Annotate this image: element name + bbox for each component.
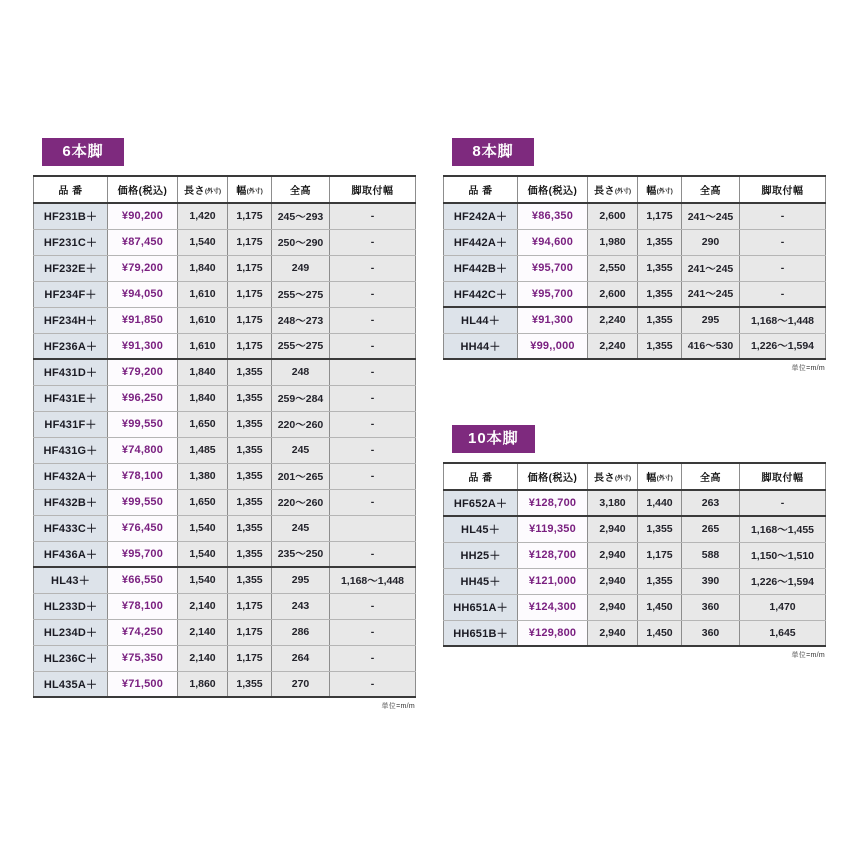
column-header-leg-width: 脚取付幅 bbox=[740, 463, 826, 490]
cell-code: HF242A＋ bbox=[444, 203, 518, 229]
cell-length: 2,240 bbox=[588, 333, 638, 359]
cell-leg-width: - bbox=[330, 307, 416, 333]
cell-code: HF432B＋ bbox=[34, 489, 108, 515]
cell-leg-width: 1,150〜1,510 bbox=[740, 542, 826, 568]
column-header-width bbox=[638, 176, 682, 203]
table-row bbox=[34, 515, 416, 541]
cell-length: 2,940 bbox=[588, 594, 638, 620]
cell-length: 2,940 bbox=[588, 542, 638, 568]
table-row bbox=[34, 489, 416, 515]
table-header-8-legs bbox=[444, 176, 826, 203]
table-row bbox=[444, 568, 826, 594]
cell-length: 2,140 bbox=[178, 619, 228, 645]
table-row bbox=[444, 594, 826, 620]
cell-price: ¥128,700 bbox=[518, 490, 588, 516]
table-row bbox=[444, 333, 826, 359]
cell-code: HH651B＋ bbox=[444, 620, 518, 646]
cell-length: 1,650 bbox=[178, 411, 228, 437]
table-body-10-legs bbox=[444, 490, 826, 646]
cell-leg-width: 1,470 bbox=[740, 594, 826, 620]
table-row bbox=[34, 593, 416, 619]
cell-width: 1,355 bbox=[638, 229, 682, 255]
cell-code: HF231C＋ bbox=[34, 229, 108, 255]
column-header-length bbox=[178, 176, 228, 203]
cell-length: 1,650 bbox=[178, 489, 228, 515]
spec-table-block-10-legs bbox=[443, 425, 825, 660]
cell-height: 286 bbox=[272, 619, 330, 645]
cell-code: HH25＋ bbox=[444, 542, 518, 568]
column-header-length bbox=[588, 176, 638, 203]
cell-length: 1,840 bbox=[178, 385, 228, 411]
cell-height: 255〜275 bbox=[272, 333, 330, 359]
table-row bbox=[444, 542, 826, 568]
table-row bbox=[444, 255, 826, 281]
column-header-length-sub: (外寸) bbox=[205, 189, 221, 195]
cell-width: 1,450 bbox=[638, 594, 682, 620]
cell-leg-width: - bbox=[330, 463, 416, 489]
cell-height: 270 bbox=[272, 671, 330, 697]
cell-length: 2,240 bbox=[588, 307, 638, 333]
cell-code: HF234F＋ bbox=[34, 281, 108, 307]
cell-price: ¥129,800 bbox=[518, 620, 588, 646]
cell-leg-width: - bbox=[330, 489, 416, 515]
cell-code: HF236A＋ bbox=[34, 333, 108, 359]
header-row bbox=[34, 176, 416, 203]
cell-leg-width: - bbox=[330, 333, 416, 359]
cell-leg-width: - bbox=[740, 229, 826, 255]
cell-length: 2,140 bbox=[178, 645, 228, 671]
table-row bbox=[34, 671, 416, 697]
column-header-price: 価格(税込) bbox=[518, 176, 588, 203]
cell-leg-width: - bbox=[330, 541, 416, 567]
table-row bbox=[444, 490, 826, 516]
cell-height: 255〜275 bbox=[272, 281, 330, 307]
table-header-6-legs bbox=[34, 176, 416, 203]
cell-length: 1,485 bbox=[178, 437, 228, 463]
cell-price: ¥91,300 bbox=[108, 333, 178, 359]
table-header-10-legs bbox=[444, 463, 826, 490]
cell-leg-width: 1,645 bbox=[740, 620, 826, 646]
cell-height: 201〜265 bbox=[272, 463, 330, 489]
cell-length: 2,550 bbox=[588, 255, 638, 281]
cell-code: HF231B＋ bbox=[34, 203, 108, 229]
table-row bbox=[34, 229, 416, 255]
table-row bbox=[444, 229, 826, 255]
cell-code: HL45＋ bbox=[444, 516, 518, 542]
cell-length: 2,940 bbox=[588, 568, 638, 594]
cell-price: ¥95,700 bbox=[518, 281, 588, 307]
cell-price: ¥94,050 bbox=[108, 281, 178, 307]
cell-leg-width: - bbox=[330, 359, 416, 385]
cell-price: ¥95,700 bbox=[518, 255, 588, 281]
cell-code: HF436A＋ bbox=[34, 541, 108, 567]
table-row bbox=[34, 385, 416, 411]
cell-height: 263 bbox=[682, 490, 740, 516]
column-header-length-sub: (外寸) bbox=[615, 189, 631, 195]
cell-height: 588 bbox=[682, 542, 740, 568]
cell-length: 1,840 bbox=[178, 359, 228, 385]
cell-height: 360 bbox=[682, 594, 740, 620]
cell-price: ¥99,550 bbox=[108, 489, 178, 515]
table-row bbox=[444, 516, 826, 542]
cell-price: ¥86,350 bbox=[518, 203, 588, 229]
column-header-width-sub: (外寸) bbox=[656, 476, 673, 482]
column-header-length-main: 長さ bbox=[594, 186, 615, 197]
cell-width: 1,355 bbox=[228, 489, 272, 515]
cell-leg-width: - bbox=[740, 490, 826, 516]
column-header-width-main: 幅 bbox=[646, 473, 657, 484]
cell-code: HF432A＋ bbox=[34, 463, 108, 489]
cell-height: 390 bbox=[682, 568, 740, 594]
cell-length: 2,140 bbox=[178, 593, 228, 619]
cell-width: 1,175 bbox=[228, 645, 272, 671]
cell-code: HF442A＋ bbox=[444, 229, 518, 255]
spec-table-block-8-legs bbox=[443, 138, 825, 373]
column-header-length bbox=[588, 463, 638, 490]
cell-width: 1,175 bbox=[228, 307, 272, 333]
cell-height: 235〜250 bbox=[272, 541, 330, 567]
cell-length: 1,610 bbox=[178, 333, 228, 359]
cell-width: 1,175 bbox=[228, 229, 272, 255]
cell-length: 1,540 bbox=[178, 567, 228, 593]
cell-width: 1,175 bbox=[228, 619, 272, 645]
cell-price: ¥128,700 bbox=[518, 542, 588, 568]
cell-code: HH44＋ bbox=[444, 333, 518, 359]
cell-leg-width: - bbox=[330, 385, 416, 411]
cell-price: ¥74,800 bbox=[108, 437, 178, 463]
column-header-code: 品 番 bbox=[444, 176, 518, 203]
cell-code: HL43＋ bbox=[34, 567, 108, 593]
cell-price: ¥96,250 bbox=[108, 385, 178, 411]
cell-code: HF234H＋ bbox=[34, 307, 108, 333]
table-row bbox=[444, 281, 826, 307]
cell-width: 1,175 bbox=[228, 255, 272, 281]
cell-height: 249 bbox=[272, 255, 330, 281]
section-badge-8-legs: 8本脚 bbox=[452, 138, 534, 166]
cell-width: 1,175 bbox=[228, 203, 272, 229]
column-header-height: 全高 bbox=[682, 176, 740, 203]
cell-length: 2,940 bbox=[588, 516, 638, 542]
table-row bbox=[34, 645, 416, 671]
table-row bbox=[34, 281, 416, 307]
cell-width: 1,175 bbox=[228, 333, 272, 359]
spec-table-10-legs bbox=[443, 462, 826, 647]
spec-table-block-6-legs bbox=[33, 138, 415, 711]
cell-code: HL236C＋ bbox=[34, 645, 108, 671]
cell-code: HF431F＋ bbox=[34, 411, 108, 437]
cell-code: HF442C＋ bbox=[444, 281, 518, 307]
header-row bbox=[444, 463, 826, 490]
cell-price: ¥124,300 bbox=[518, 594, 588, 620]
cell-width: 1,175 bbox=[638, 542, 682, 568]
column-header-width bbox=[228, 176, 272, 203]
table-row bbox=[34, 255, 416, 281]
cell-price: ¥78,100 bbox=[108, 593, 178, 619]
cell-length: 3,180 bbox=[588, 490, 638, 516]
cell-price: ¥74,250 bbox=[108, 619, 178, 645]
footnote-10-legs: 単位=m/m bbox=[791, 652, 825, 659]
cell-width: 1,355 bbox=[638, 568, 682, 594]
column-header-length-sub: (外寸) bbox=[615, 476, 631, 482]
column-header-code: 品 番 bbox=[34, 176, 108, 203]
column-header-height: 全高 bbox=[272, 176, 330, 203]
cell-length: 1,610 bbox=[178, 307, 228, 333]
table-row bbox=[34, 463, 416, 489]
cell-price: ¥119,350 bbox=[518, 516, 588, 542]
cell-price: ¥90,200 bbox=[108, 203, 178, 229]
table-row bbox=[444, 203, 826, 229]
cell-height: 360 bbox=[682, 620, 740, 646]
cell-price: ¥76,450 bbox=[108, 515, 178, 541]
table-row bbox=[34, 203, 416, 229]
cell-width: 1,355 bbox=[228, 541, 272, 567]
cell-width: 1,355 bbox=[228, 437, 272, 463]
cell-price: ¥94,600 bbox=[518, 229, 588, 255]
column-header-width-sub: (外寸) bbox=[656, 189, 673, 195]
cell-leg-width: - bbox=[330, 203, 416, 229]
table-row bbox=[34, 307, 416, 333]
spec-table-6-legs bbox=[33, 175, 416, 698]
cell-width: 1,175 bbox=[638, 203, 682, 229]
cell-leg-width: 1,168〜1,448 bbox=[740, 307, 826, 333]
cell-leg-width: - bbox=[330, 255, 416, 281]
cell-width: 1,355 bbox=[228, 411, 272, 437]
column-header-length-main: 長さ bbox=[594, 473, 615, 484]
cell-length: 2,600 bbox=[588, 203, 638, 229]
cell-code: HL234D＋ bbox=[34, 619, 108, 645]
cell-code: HH651A＋ bbox=[444, 594, 518, 620]
cell-height: 248〜273 bbox=[272, 307, 330, 333]
cell-code: HF431D＋ bbox=[34, 359, 108, 385]
cell-height: 245〜293 bbox=[272, 203, 330, 229]
table-row bbox=[34, 359, 416, 385]
column-header-width-sub: (外寸) bbox=[246, 189, 263, 195]
cell-width: 1,175 bbox=[228, 593, 272, 619]
column-header-height: 全高 bbox=[682, 463, 740, 490]
cell-code: HL435A＋ bbox=[34, 671, 108, 697]
cell-leg-width: - bbox=[330, 645, 416, 671]
table-row bbox=[34, 411, 416, 437]
cell-code: HL233D＋ bbox=[34, 593, 108, 619]
cell-length: 1,380 bbox=[178, 463, 228, 489]
cell-height: 416〜530 bbox=[682, 333, 740, 359]
cell-length: 2,940 bbox=[588, 620, 638, 646]
column-header-leg-width: 脚取付幅 bbox=[740, 176, 826, 203]
cell-height: 248 bbox=[272, 359, 330, 385]
cell-price: ¥71,500 bbox=[108, 671, 178, 697]
cell-price: ¥79,200 bbox=[108, 255, 178, 281]
cell-height: 250〜290 bbox=[272, 229, 330, 255]
cell-price: ¥99,,000 bbox=[518, 333, 588, 359]
cell-leg-width: - bbox=[330, 437, 416, 463]
table-row bbox=[34, 567, 416, 593]
cell-price: ¥99,550 bbox=[108, 411, 178, 437]
section-badge-6-legs: 6本脚 bbox=[42, 138, 124, 166]
cell-length: 1,860 bbox=[178, 671, 228, 697]
cell-length: 1,840 bbox=[178, 255, 228, 281]
cell-height: 241〜245 bbox=[682, 255, 740, 281]
cell-code: HH45＋ bbox=[444, 568, 518, 594]
cell-leg-width: 1,226〜1,594 bbox=[740, 333, 826, 359]
cell-price: ¥75,350 bbox=[108, 645, 178, 671]
cell-leg-width: - bbox=[740, 203, 826, 229]
cell-code: HF232E＋ bbox=[34, 255, 108, 281]
cell-leg-width: - bbox=[330, 671, 416, 697]
cell-price: ¥121,000 bbox=[518, 568, 588, 594]
table-body-6-legs bbox=[34, 203, 416, 697]
cell-width: 1,355 bbox=[638, 255, 682, 281]
cell-height: 259〜284 bbox=[272, 385, 330, 411]
cell-code: HF652A＋ bbox=[444, 490, 518, 516]
cell-code: HL44＋ bbox=[444, 307, 518, 333]
cell-height: 265 bbox=[682, 516, 740, 542]
cell-leg-width: - bbox=[330, 281, 416, 307]
table-row bbox=[34, 437, 416, 463]
cell-length: 1,540 bbox=[178, 541, 228, 567]
header-row bbox=[444, 176, 826, 203]
cell-height: 295 bbox=[682, 307, 740, 333]
table-row bbox=[34, 619, 416, 645]
table-row bbox=[34, 333, 416, 359]
cell-leg-width: - bbox=[740, 255, 826, 281]
cell-width: 1,355 bbox=[638, 307, 682, 333]
cell-width: 1,355 bbox=[228, 567, 272, 593]
cell-width: 1,355 bbox=[638, 516, 682, 542]
cell-length: 1,610 bbox=[178, 281, 228, 307]
column-header-width-main: 幅 bbox=[236, 186, 247, 197]
cell-height: 295 bbox=[272, 567, 330, 593]
cell-leg-width: 1,226〜1,594 bbox=[740, 568, 826, 594]
table-row bbox=[444, 307, 826, 333]
table-row bbox=[34, 541, 416, 567]
cell-length: 1,420 bbox=[178, 203, 228, 229]
cell-length: 1,540 bbox=[178, 229, 228, 255]
cell-leg-width: - bbox=[740, 281, 826, 307]
column-header-price: 価格(税込) bbox=[108, 176, 178, 203]
column-header-width bbox=[638, 463, 682, 490]
cell-height: 245 bbox=[272, 437, 330, 463]
cell-height: 241〜245 bbox=[682, 281, 740, 307]
spec-table-8-legs bbox=[443, 175, 826, 360]
cell-height: 243 bbox=[272, 593, 330, 619]
column-header-price: 価格(税込) bbox=[518, 463, 588, 490]
cell-price: ¥66,550 bbox=[108, 567, 178, 593]
cell-price: ¥91,300 bbox=[518, 307, 588, 333]
cell-code: HF433C＋ bbox=[34, 515, 108, 541]
cell-price: ¥91,850 bbox=[108, 307, 178, 333]
cell-height: 264 bbox=[272, 645, 330, 671]
cell-length: 1,980 bbox=[588, 229, 638, 255]
cell-price: ¥95,700 bbox=[108, 541, 178, 567]
cell-leg-width: - bbox=[330, 411, 416, 437]
cell-leg-width: - bbox=[330, 593, 416, 619]
cell-code: HF431G＋ bbox=[34, 437, 108, 463]
cell-width: 1,450 bbox=[638, 620, 682, 646]
cell-leg-width bbox=[330, 515, 416, 541]
cell-length: 1,540 bbox=[178, 515, 228, 541]
cell-length: 2,600 bbox=[588, 281, 638, 307]
cell-code: HF442B＋ bbox=[444, 255, 518, 281]
cell-leg-width: - bbox=[330, 619, 416, 645]
cell-width: 1,355 bbox=[228, 385, 272, 411]
footnote-6-legs: 単位=m/m bbox=[381, 703, 415, 710]
cell-height: 220〜260 bbox=[272, 489, 330, 515]
cell-leg-width: 1,168〜1,455 bbox=[740, 516, 826, 542]
cell-price: ¥87,450 bbox=[108, 229, 178, 255]
column-header-leg-width: 脚取付幅 bbox=[330, 176, 416, 203]
column-header-code: 品 番 bbox=[444, 463, 518, 490]
table-body-8-legs bbox=[444, 203, 826, 359]
cell-height: 290 bbox=[682, 229, 740, 255]
cell-leg-width: 1,168〜1,448 bbox=[330, 567, 416, 593]
cell-height: 241〜245 bbox=[682, 203, 740, 229]
cell-width: 1,355 bbox=[228, 671, 272, 697]
cell-price: ¥79,200 bbox=[108, 359, 178, 385]
cell-height: 220〜260 bbox=[272, 411, 330, 437]
section-badge-10-legs: 10本脚 bbox=[452, 425, 535, 453]
cell-code: HF431E＋ bbox=[34, 385, 108, 411]
cell-width: 1,440 bbox=[638, 490, 682, 516]
cell-price: ¥78,100 bbox=[108, 463, 178, 489]
cell-width: 1,355 bbox=[638, 281, 682, 307]
cell-width: 1,355 bbox=[228, 515, 272, 541]
cell-width: 1,355 bbox=[638, 333, 682, 359]
column-header-length-main: 長さ bbox=[184, 186, 205, 197]
footnote-8-legs: 単位=m/m bbox=[791, 365, 825, 372]
column-header-width-main: 幅 bbox=[646, 186, 657, 197]
table-row bbox=[444, 620, 826, 646]
cell-width: 1,175 bbox=[228, 281, 272, 307]
cell-height: 245 bbox=[272, 515, 330, 541]
cell-width: 1,355 bbox=[228, 359, 272, 385]
cell-leg-width: - bbox=[330, 229, 416, 255]
cell-width: 1,355 bbox=[228, 463, 272, 489]
